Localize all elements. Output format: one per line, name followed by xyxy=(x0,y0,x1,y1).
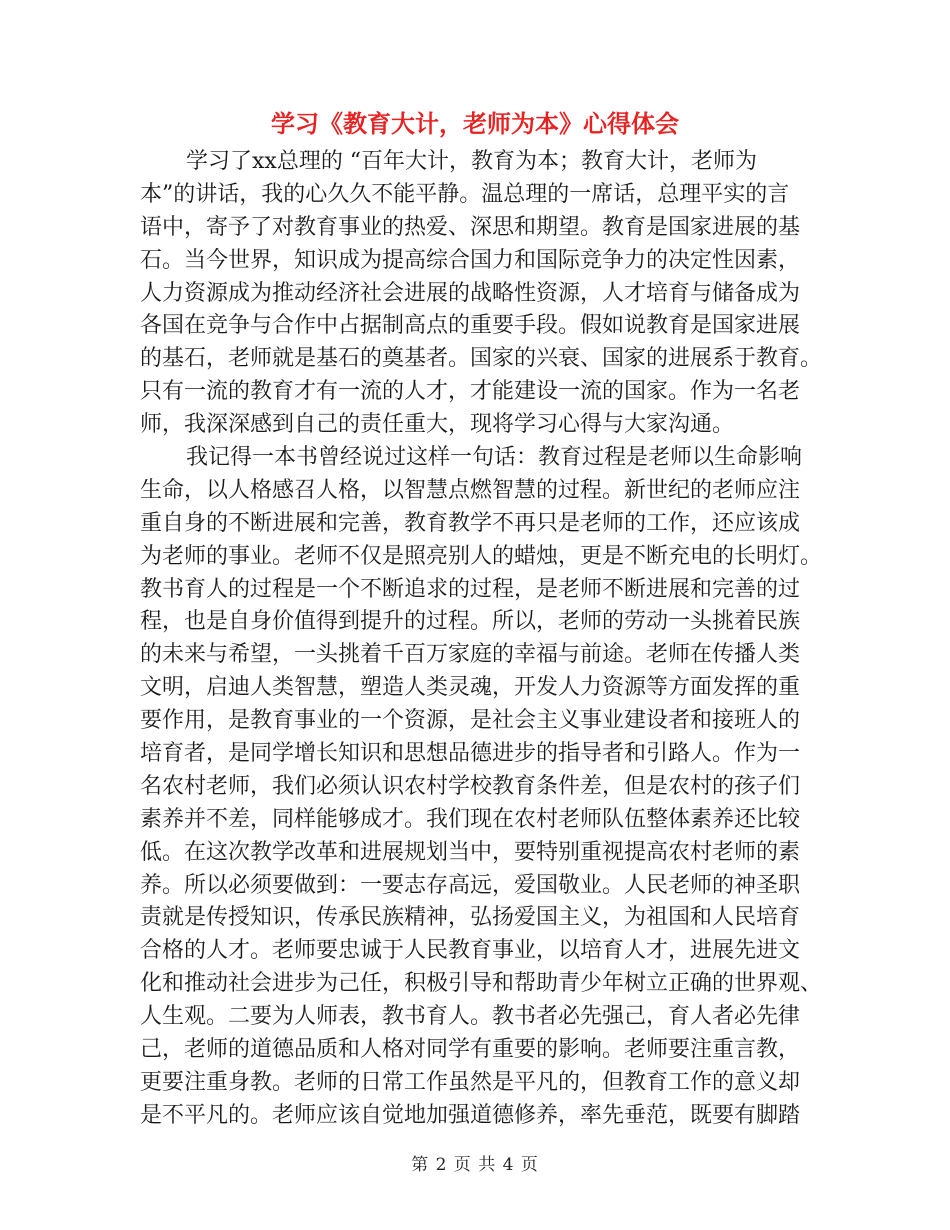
paragraph-line: 合格的人才。老师要忠诚于人民教育事业，以培育人才，进展先进文 xyxy=(140,938,801,964)
paragraph-line: 素养并不差，同样能够成才。我们现在农村老师队伍整体素养还比较 xyxy=(140,806,801,832)
paragraph-line: 程，也是自身价值得到提升的过程。所以，老师的劳动一头挑着民族 xyxy=(140,609,801,635)
paragraph-line: 培育者，是同学增长知识和思想品德进步的指导者和引路人。作为一 xyxy=(140,741,801,767)
paragraph-line: 本”的讲话，我的心久久不能平静。温总理的一席话，总理平实的言 xyxy=(140,181,790,207)
paragraph-line: 为老师的事业。老师不仅是照亮别人的蜡烛，更是不断充电的长明灯。 xyxy=(140,543,823,569)
paragraph-line: 低。在这次教学改革和进展规划当中，要特别重视提高农村老师的素 xyxy=(140,839,801,865)
paragraph-line: 只有一流的教育才有一流的人才，才能建设一流的国家。作为一名老 xyxy=(140,379,801,405)
paragraph-line: 石。当今世界，知识成为提高综合国力和国际竞争力的决定性因素， xyxy=(140,247,801,273)
paragraph-line: 我记得一本书曾经说过这样一句话：教育过程是老师以生命影响 xyxy=(186,445,803,471)
paragraph-line: 的基石，老师就是基石的奠基者。国家的兴衰、国家的进展系于教育。 xyxy=(140,346,823,372)
document-body xyxy=(140,146,823,1133)
paragraph-line: 要作用，是教育事业的一个资源，是社会主义事业建设者和接班人的 xyxy=(140,708,801,734)
paragraph-line: 人力资源成为推动经济社会进展的战略性资源，人才培育与储备成为 xyxy=(140,280,801,306)
paragraph-line: 人生观。二要为人师表，教书育人。教书者必先强己，育人者必先律 xyxy=(140,1004,801,1030)
paragraph-line: 教书育人的过程是一个不断追求的过程，是老师不断进展和完善的过 xyxy=(140,576,801,602)
paragraph-line: 更要注重身教。老师的日常工作虽然是平凡的，但教育工作的意义却 xyxy=(140,1069,801,1095)
paragraph-line: 化和推动社会进步为己任，积极引导和帮助青少年树立正确的世界观、 xyxy=(140,971,823,997)
page-number-footer: 第 2 页 共 4 页 xyxy=(411,1155,539,1175)
paragraph-line: 是不平凡的。老师应该自觉地加强道德修养，率先垂范，既要有脚踏 xyxy=(140,1102,801,1128)
paragraph-line: 师，我深深感到自己的责任重大，现将学习心得与大家沟通。 xyxy=(140,412,735,438)
paragraph-line: 各国在竞争与合作中占据制高点的重要手段。假如说教育是国家进展 xyxy=(140,313,801,339)
paragraph-line: 名农村老师，我们必须认识农村学校教育条件差，但是农村的孩子们 xyxy=(140,773,801,799)
document-title: 学习《教育大计，老师为本》心得体会 xyxy=(271,109,679,138)
paragraph-line: 己，老师的道德品质和人格对同学有重要的影响。老师要注重言教， xyxy=(140,1037,801,1063)
paragraph-line: 文明，启迪人类智慧，塑造人类灵魂，开发人力资源等方面发挥的重 xyxy=(140,675,801,701)
paragraph-line: 重自身的不断进展和完善，教育教学不再只是老师的工作，还应该成 xyxy=(140,510,801,536)
paragraph-line: 学习了xx总理的 “百年大计，教育为本；教育大计，老师为 xyxy=(186,149,758,174)
paragraph-line: 语中，寄予了对教育事业的热爱、深思和期望。教育是国家进展的基 xyxy=(140,214,801,240)
paragraph-line: 生命，以人格感召人格，以智慧点燃智慧的过程。新世纪的老师应注 xyxy=(140,477,801,503)
paragraph-line: 责就是传授知识，传承民族精神，弘扬爱国主义，为祖国和人民培育 xyxy=(140,905,801,931)
paragraph-line: 养。所以必须要做到：一要志存高远，爱国敬业。人民老师的神圣职 xyxy=(140,872,801,898)
paragraph-line: 的未来与希望，一头挑着千百万家庭的幸福与前途。老师在传播人类 xyxy=(140,642,801,668)
